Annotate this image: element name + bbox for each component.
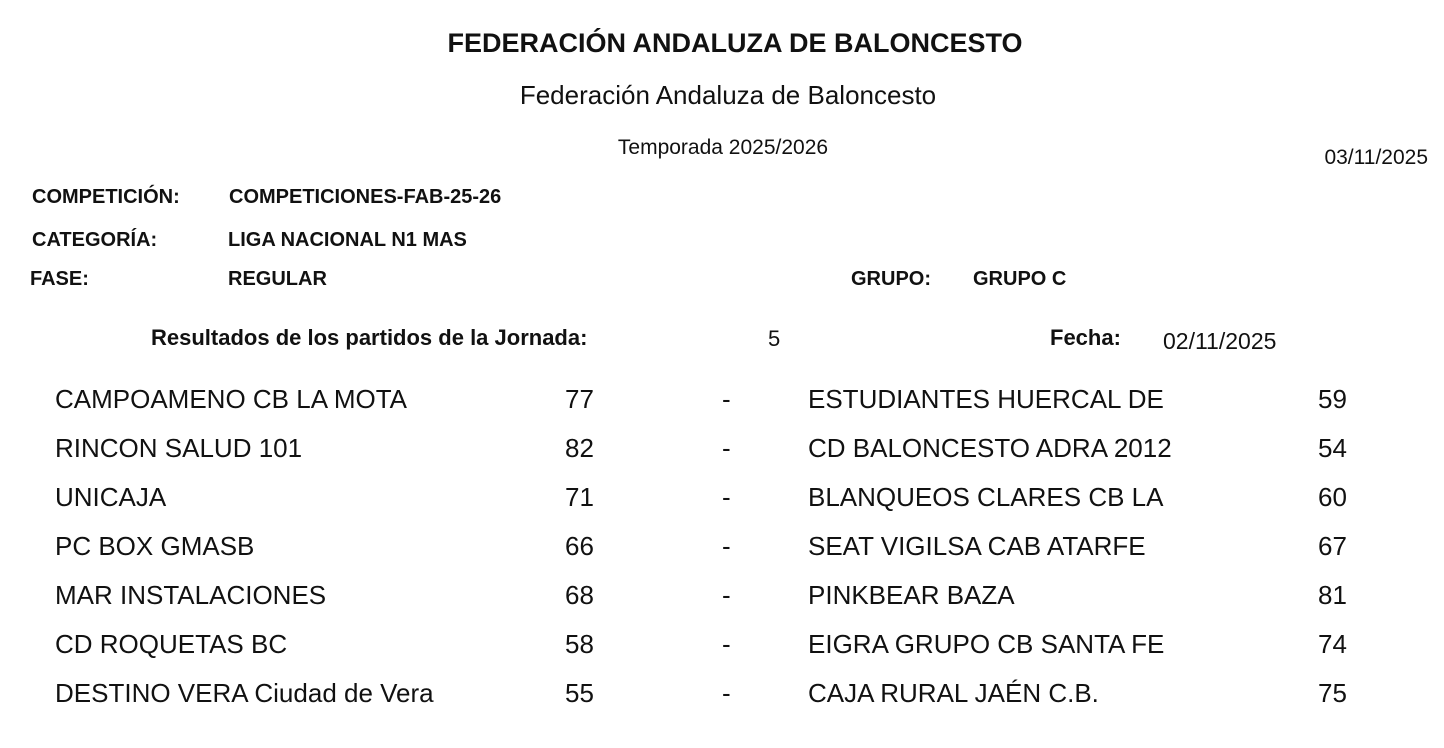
away-score: 75: [1318, 678, 1347, 708]
away-team: EIGRA GRUPO CB SANTA FE: [808, 629, 1165, 659]
away-team: CD BALONCESTO ADRA 2012: [808, 433, 1172, 463]
report-date: 03/11/2025: [1324, 146, 1428, 169]
document-title: FEDERACIÓN ANDALUZA DE BALONCESTO: [447, 28, 1023, 58]
grupo-value: GRUPO C: [973, 268, 1067, 290]
categoria-value: LIGA NACIONAL N1 MAS: [228, 229, 467, 251]
away-score: 59: [1318, 384, 1347, 414]
score-separator: -: [722, 482, 731, 512]
away-team: SEAT VIGILSA CAB ATARFE: [808, 531, 1146, 561]
away-score: 67: [1318, 531, 1347, 561]
home-score: 77: [565, 384, 594, 414]
away-team: ESTUDIANTES HUERCAL DE: [808, 384, 1164, 414]
away-score: 74: [1318, 629, 1347, 659]
jornada-number: 5: [768, 326, 781, 351]
home-score: 55: [565, 678, 594, 708]
grupo-label: GRUPO:: [851, 268, 931, 290]
score-separator: -: [722, 580, 731, 610]
fecha-label: Fecha:: [1050, 325, 1121, 350]
away-score: 54: [1318, 433, 1347, 463]
competicion-label: COMPETICIÓN:: [32, 186, 180, 208]
competicion-value: COMPETICIONES-FAB-25-26: [229, 186, 502, 208]
score-separator: -: [722, 531, 731, 561]
score-separator: -: [722, 629, 731, 659]
score-separator: -: [722, 678, 731, 708]
fase-label: FASE:: [30, 268, 89, 290]
jornada-label: Resultados de los partidos de la Jornada:: [151, 325, 588, 350]
home-score: 71: [565, 482, 594, 512]
away-score: 81: [1318, 580, 1347, 610]
match-row: [0, 427, 1444, 476]
home-score: 66: [565, 531, 594, 561]
match-row: [0, 525, 1444, 574]
score-separator: -: [722, 384, 731, 414]
home-team: MAR INSTALACIONES: [55, 580, 327, 610]
match-row: [0, 623, 1444, 672]
match-row: [0, 574, 1444, 623]
home-score: 68: [565, 580, 594, 610]
away-team: PINKBEAR BAZA: [808, 580, 1015, 610]
home-team: CD ROQUETAS BC: [55, 629, 288, 659]
away-score: 60: [1318, 482, 1347, 512]
season-label: Temporada 2025/2026: [617, 136, 829, 159]
match-row: [0, 378, 1444, 427]
home-score: 82: [565, 433, 594, 463]
home-team: UNICAJA: [55, 482, 167, 512]
away-team: CAJA RURAL JAÉN C.B.: [808, 678, 1099, 708]
home-team: DESTINO VERA Ciudad de Vera: [55, 678, 434, 708]
fecha-value: 02/11/2025: [1163, 328, 1277, 354]
fase-value: REGULAR: [228, 268, 327, 290]
match-row: [0, 476, 1444, 525]
home-team: RINCON SALUD 101: [55, 433, 303, 463]
score-separator: -: [722, 433, 731, 463]
home-team: CAMPOAMENO CB LA MOTA: [55, 384, 408, 414]
match-row: [0, 672, 1444, 721]
document-subtitle: Federación Andaluza de Baloncesto: [519, 80, 937, 110]
categoria-label: CATEGORÍA:: [32, 229, 158, 251]
home-score: 58: [565, 629, 594, 659]
away-team: BLANQUEOS CLARES CB LA: [808, 482, 1164, 512]
results-table: [0, 378, 1444, 721]
home-team: PC BOX GMASB: [55, 531, 255, 561]
